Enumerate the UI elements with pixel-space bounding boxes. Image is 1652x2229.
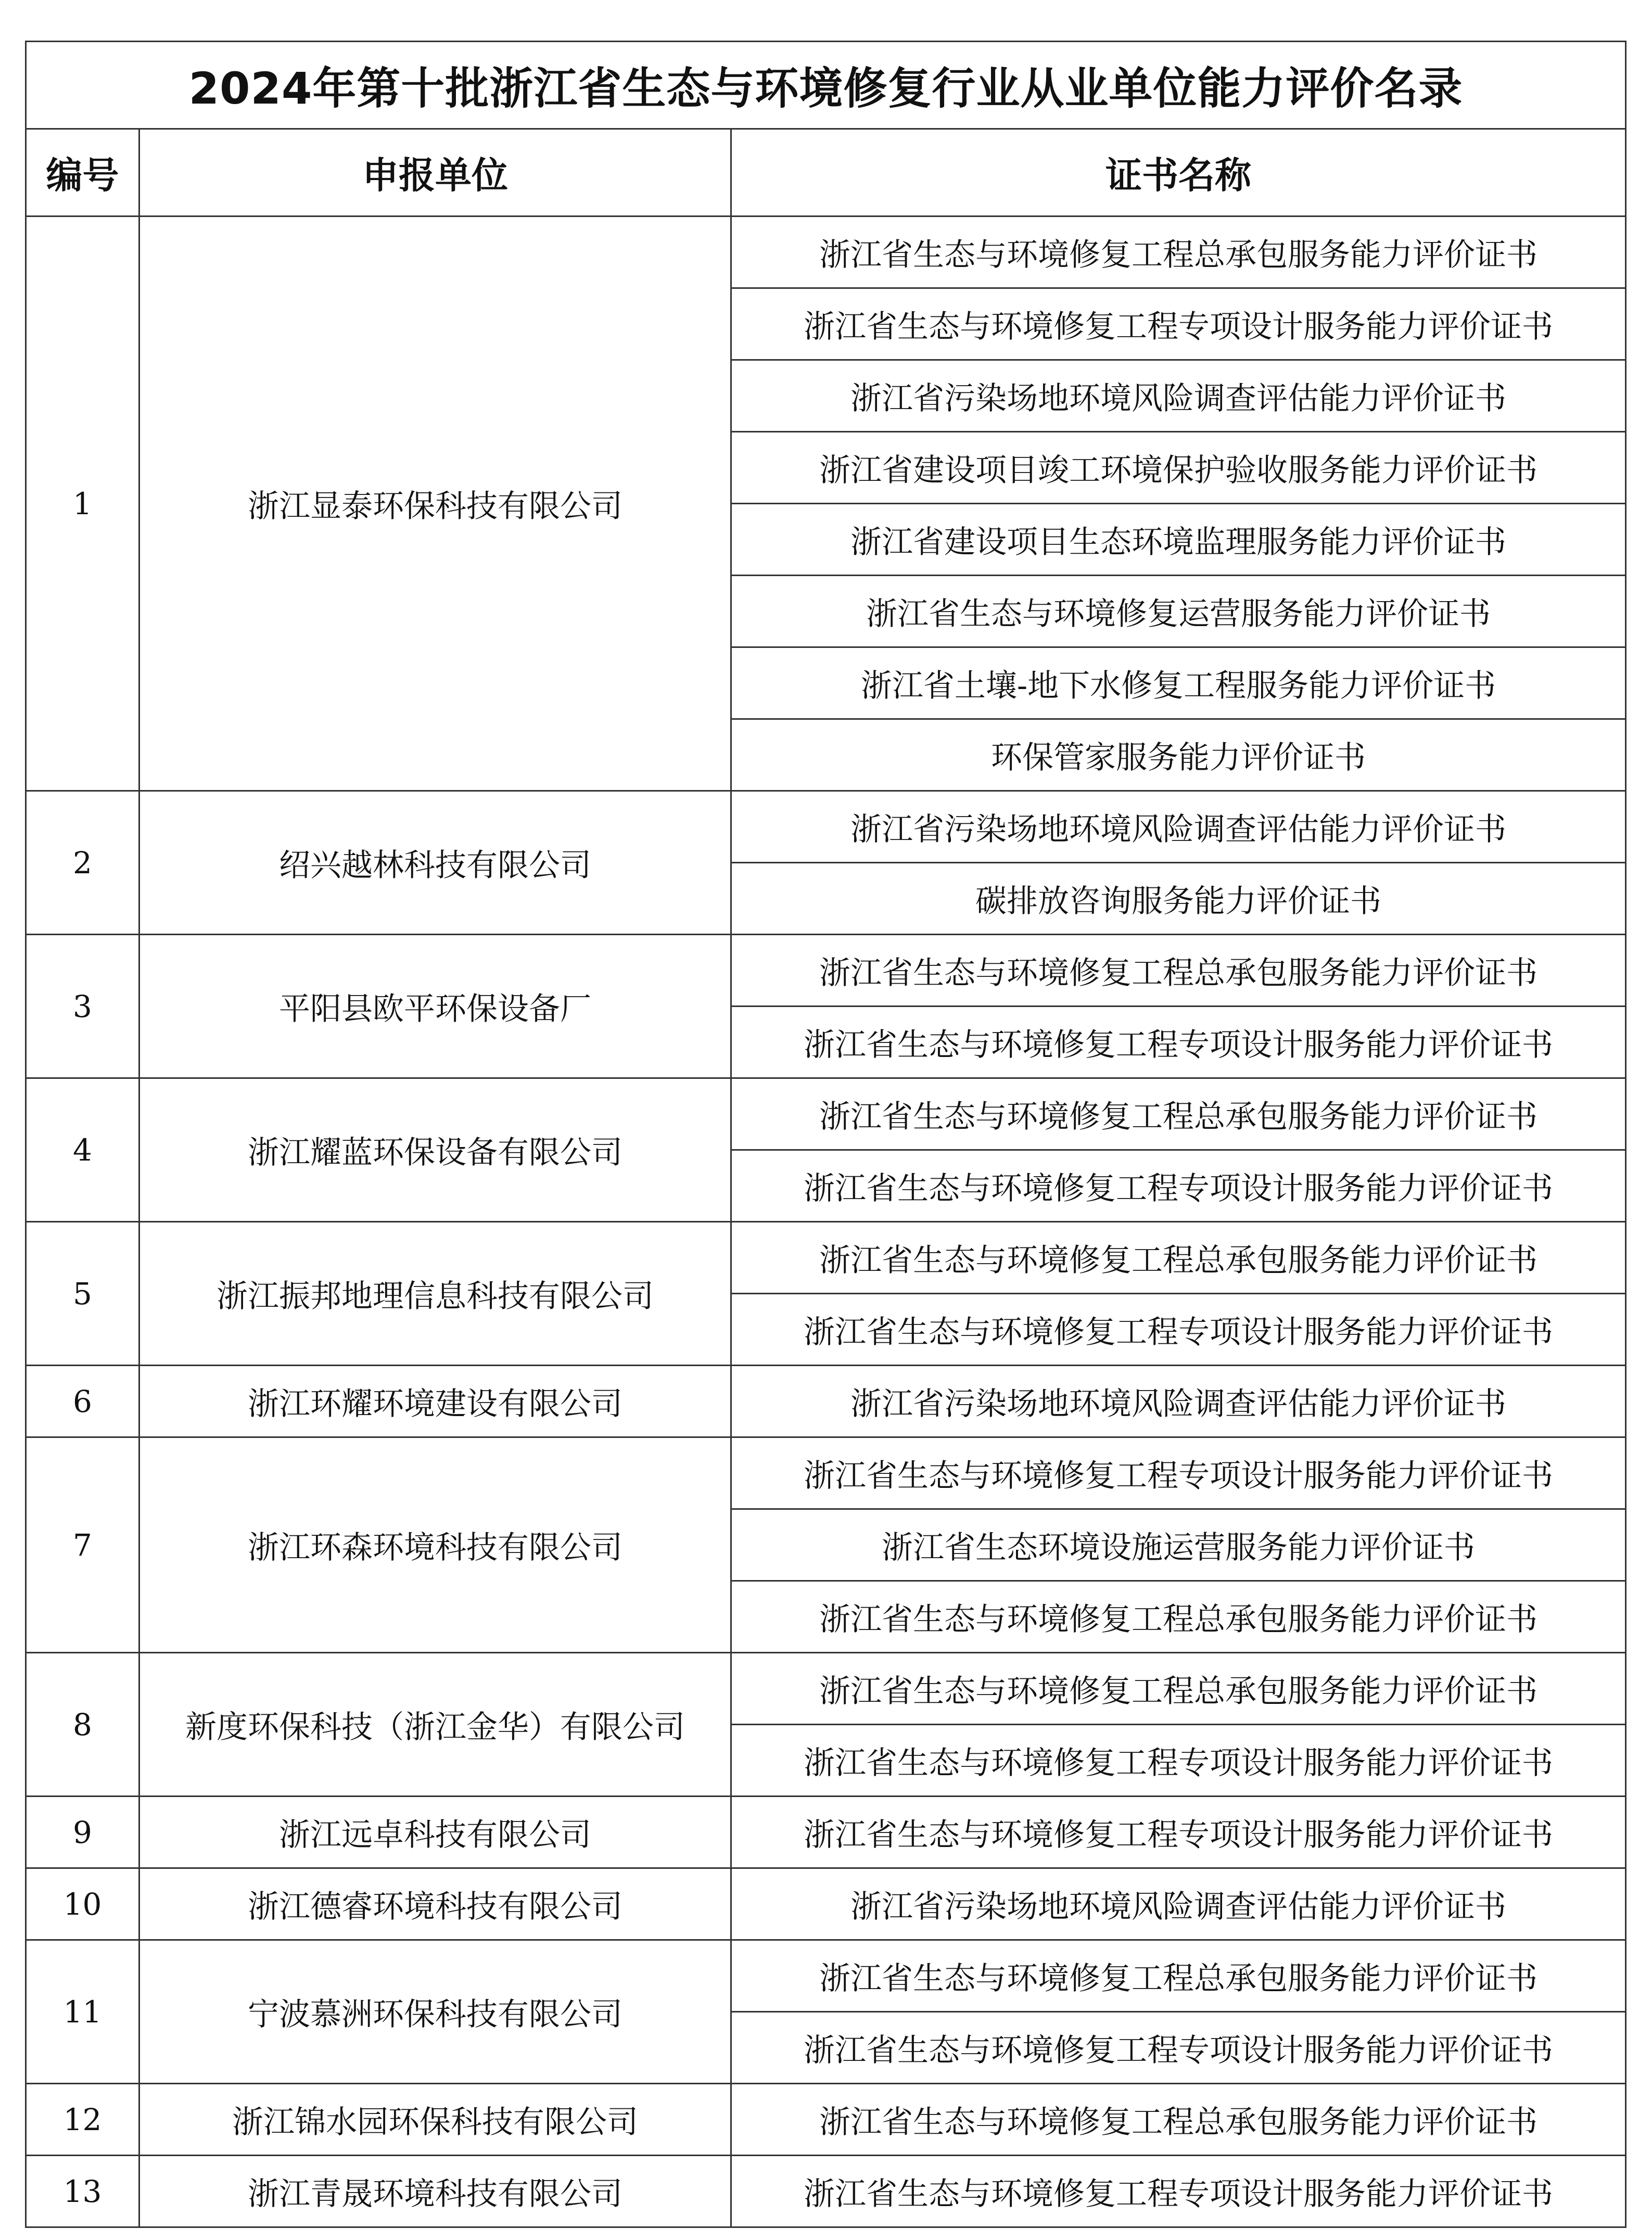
certificate-name-cell: 碳排放咨询服务能力评价证书 xyxy=(731,863,1626,935)
table-row xyxy=(26,2156,1626,2227)
row-number-cell: 3 xyxy=(26,935,139,1078)
applicant-unit-cell: 新度环保科技（浙江金华）有限公司 xyxy=(139,1653,731,1797)
certificate-name-cell: 浙江省污染场地环境风险调查评估能力评价证书 xyxy=(731,1366,1626,1437)
applicant-unit-cell: 浙江环耀环境建设有限公司 xyxy=(139,1366,731,1437)
evaluation-list-table xyxy=(25,41,1626,2228)
row-number-cell: 13 xyxy=(26,2156,139,2227)
row-number-cell: 9 xyxy=(26,1797,139,1868)
table-row xyxy=(26,1366,1626,1437)
certificate-name-cell: 浙江省生态环境设施运营服务能力评价证书 xyxy=(731,1509,1626,1581)
applicant-unit-cell: 浙江青晟环境科技有限公司 xyxy=(139,2156,731,2227)
row-number-cell: 1 xyxy=(26,216,139,791)
row-number-cell: 7 xyxy=(26,1437,139,1653)
table-row xyxy=(26,1653,1626,1725)
certificate-name-cell: 浙江省生态与环境修复工程总承包服务能力评价证书 xyxy=(731,1581,1626,1653)
table-row xyxy=(26,1868,1626,1940)
row-number-cell: 10 xyxy=(26,1868,139,1940)
certificate-name-cell: 浙江省生态与环境修复工程总承包服务能力评价证书 xyxy=(731,1222,1626,1294)
column-header-unit: 申报单位 xyxy=(139,129,731,216)
table-row xyxy=(26,791,1626,863)
row-number-cell: 5 xyxy=(26,1222,139,1366)
certificate-name-cell: 浙江省生态与环境修复工程总承包服务能力评价证书 xyxy=(731,1078,1626,1150)
certificate-name-cell: 浙江省生态与环境修复工程专项设计服务能力评价证书 xyxy=(731,288,1626,360)
applicant-unit-cell: 绍兴越林科技有限公司 xyxy=(139,791,731,935)
applicant-unit-cell: 浙江耀蓝环保设备有限公司 xyxy=(139,1078,731,1222)
applicant-unit-cell: 浙江环森环境科技有限公司 xyxy=(139,1437,731,1653)
applicant-unit-cell: 平阳县欧平环保设备厂 xyxy=(139,935,731,1078)
row-number-cell: 8 xyxy=(26,1653,139,1797)
certificate-name-cell: 浙江省生态与环境修复工程总承包服务能力评价证书 xyxy=(731,935,1626,1007)
table-row xyxy=(26,1222,1626,1294)
certificate-name-cell: 浙江省生态与环境修复工程专项设计服务能力评价证书 xyxy=(731,2156,1626,2227)
applicant-unit-cell: 浙江锦水园环保科技有限公司 xyxy=(139,2084,731,2156)
certificate-name-cell: 浙江省污染场地环境风险调查评估能力评价证书 xyxy=(731,360,1626,432)
table-body xyxy=(26,216,1626,2227)
column-header-number: 编号 xyxy=(26,129,139,216)
certificate-name-cell: 环保管家服务能力评价证书 xyxy=(731,719,1626,791)
row-number-cell: 4 xyxy=(26,1078,139,1222)
certificate-name-cell: 浙江省生态与环境修复工程专项设计服务能力评价证书 xyxy=(731,1150,1626,1222)
table-row xyxy=(26,1940,1626,2012)
row-number-cell: 2 xyxy=(26,791,139,935)
header-row xyxy=(26,129,1626,216)
certificate-name-cell: 浙江省生态与环境修复工程专项设计服务能力评价证书 xyxy=(731,1437,1626,1509)
certificate-name-cell: 浙江省污染场地环境风险调查评估能力评价证书 xyxy=(731,1868,1626,1940)
certificate-name-cell: 浙江省生态与环境修复运营服务能力评价证书 xyxy=(731,576,1626,647)
table-row xyxy=(26,1437,1626,1509)
row-number-cell: 12 xyxy=(26,2084,139,2156)
applicant-unit-cell: 浙江德睿环境科技有限公司 xyxy=(139,1868,731,1940)
certificate-name-cell: 浙江省生态与环境修复工程专项设计服务能力评价证书 xyxy=(731,2012,1626,2084)
table-row xyxy=(26,1078,1626,1150)
title-row xyxy=(26,42,1626,129)
certificate-name-cell: 浙江省生态与环境修复工程专项设计服务能力评价证书 xyxy=(731,1725,1626,1797)
certificate-name-cell: 浙江省生态与环境修复工程总承包服务能力评价证书 xyxy=(731,2084,1626,2156)
applicant-unit-cell: 浙江远卓科技有限公司 xyxy=(139,1797,731,1868)
certificate-name-cell: 浙江省生态与环境修复工程总承包服务能力评价证书 xyxy=(731,1940,1626,2012)
column-header-certificate: 证书名称 xyxy=(731,129,1626,216)
certificate-name-cell: 浙江省建设项目生态环境监理服务能力评价证书 xyxy=(731,504,1626,576)
table-row xyxy=(26,216,1626,288)
applicant-unit-cell: 宁波慕洲环保科技有限公司 xyxy=(139,1940,731,2084)
table-row xyxy=(26,2084,1626,2156)
row-number-cell: 11 xyxy=(26,1940,139,2084)
certificate-name-cell: 浙江省建设项目竣工环境保护验收服务能力评价证书 xyxy=(731,432,1626,504)
applicant-unit-cell: 浙江振邦地理信息科技有限公司 xyxy=(139,1222,731,1366)
certificate-name-cell: 浙江省生态与环境修复工程专项设计服务能力评价证书 xyxy=(731,1797,1626,1868)
row-number-cell: 6 xyxy=(26,1366,139,1437)
certificate-name-cell: 浙江省生态与环境修复工程专项设计服务能力评价证书 xyxy=(731,1007,1626,1078)
certificate-name-cell: 浙江省土壤-地下水修复工程服务能力评价证书 xyxy=(731,647,1626,719)
table-row xyxy=(26,1797,1626,1868)
certificate-name-cell: 浙江省生态与环境修复工程总承包服务能力评价证书 xyxy=(731,1653,1626,1725)
certificate-name-cell: 浙江省污染场地环境风险调查评估能力评价证书 xyxy=(731,791,1626,863)
certificate-name-cell: 浙江省生态与环境修复工程专项设计服务能力评价证书 xyxy=(731,1294,1626,1366)
page-title: 2024年第十批浙江省生态与环境修复行业从业单位能力评价名录 xyxy=(26,42,1626,129)
applicant-unit-cell: 浙江显泰环保科技有限公司 xyxy=(139,216,731,791)
table-row xyxy=(26,935,1626,1007)
certificate-name-cell: 浙江省生态与环境修复工程总承包服务能力评价证书 xyxy=(731,216,1626,288)
